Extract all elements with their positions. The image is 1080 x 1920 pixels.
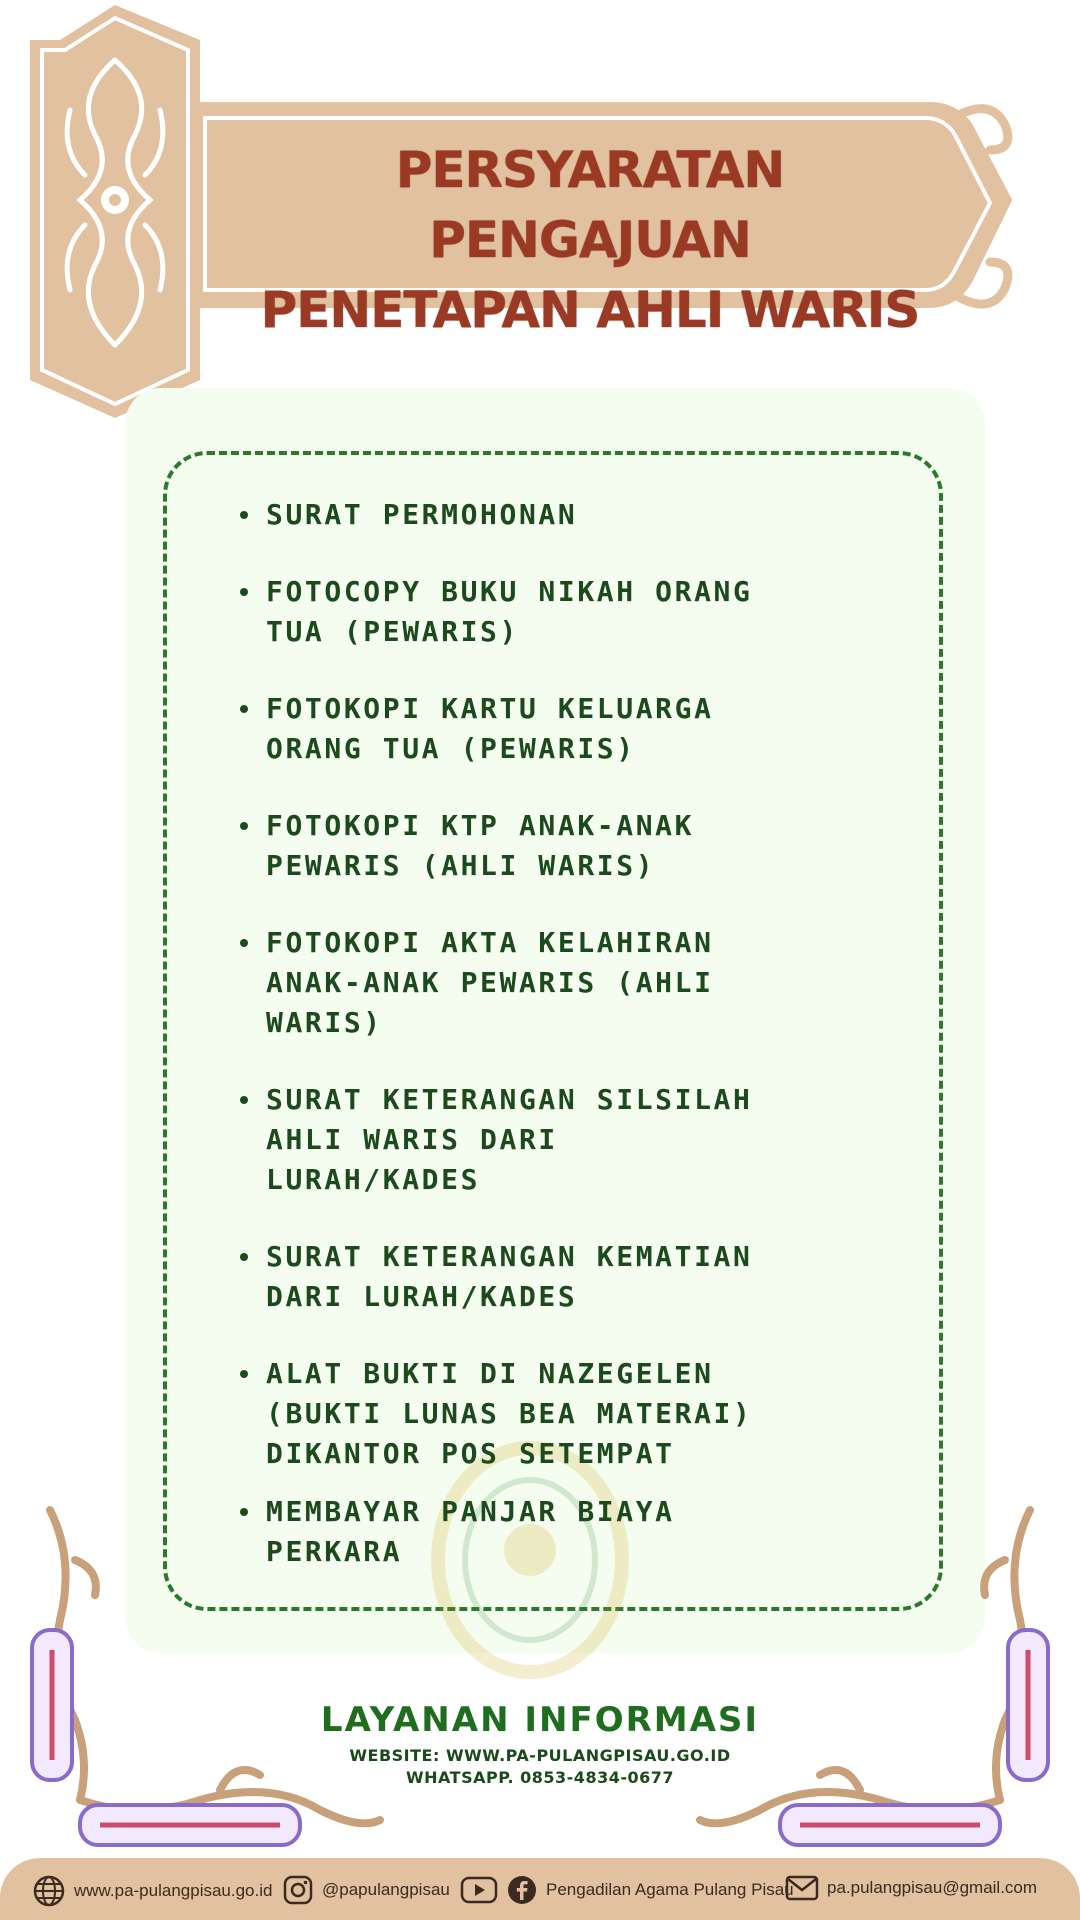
footer-instagram-label: @papulangpisau xyxy=(322,1880,450,1899)
footer-email-label: pa.pulangpisau@gmail.com xyxy=(827,1878,1038,1897)
left-corner-ornament xyxy=(20,1500,400,1860)
footer-channel-label: Pengadilan Agama Pulang Pisau xyxy=(546,1880,794,1899)
page-title xyxy=(230,135,950,345)
footer-channel[interactable] xyxy=(460,1874,794,1906)
youtube-icon xyxy=(460,1875,498,1905)
info-title: LAYANAN INFORMASI xyxy=(320,1700,760,1740)
info-whatsapp: WHATSAPP. 0853-4834-0677 xyxy=(405,1768,675,1787)
list-item: SURAT PERMOHONAN xyxy=(238,495,878,535)
list-item: FOTOKOPI KTP ANAK-ANAK PEWARIS (AHLI WARIS) xyxy=(238,806,878,886)
info-website: WEBSITE: WWW.PA-PULANGPISAU.GO.ID xyxy=(349,1746,731,1765)
footer-website[interactable] xyxy=(32,1874,272,1908)
list-item: FOTOKOPI KARTU KELUARGA ORANG TUA (PEWARIS) xyxy=(238,689,878,769)
list-item: SURAT KETERANGAN SILSILAH AHLI WARIS DARI LURAH/KADES xyxy=(238,1080,878,1200)
title-line-1: PERSYARATAN PENGAJUAN xyxy=(395,141,785,269)
footer-website-label: www.pa-pulangpisau.go.id xyxy=(74,1881,273,1900)
footer-email[interactable] xyxy=(785,1874,1037,1902)
list-item: FOTOCOPY BUKU NIKAH ORANG TUA (PEWARIS) xyxy=(238,572,878,652)
list-item: FOTOKOPI AKTA KELAHIRAN ANAK-ANAK PEWARIS (AHLI WARIS) xyxy=(238,923,878,1043)
footer-bar xyxy=(0,1858,1080,1920)
facebook-icon xyxy=(506,1874,538,1906)
globe-icon xyxy=(32,1874,66,1908)
list-item: ALAT BUKTI DI NAZEGELEN (BUKTI LUNAS BEA MATERAI) DIKANTOR POS SETEMPAT xyxy=(238,1354,878,1474)
header-banner xyxy=(0,0,1080,420)
instagram-icon xyxy=(282,1874,314,1906)
list-item: SURAT KETERANGAN KEMATIAN DARI LURAH/KADES xyxy=(238,1237,878,1317)
list-item: MEMBAYAR PANJAR BIAYA PERKARA xyxy=(238,1492,878,1572)
requirements-list xyxy=(238,495,878,1609)
mail-icon xyxy=(785,1874,819,1902)
right-corner-ornament xyxy=(680,1500,1060,1860)
footer-instagram[interactable] xyxy=(282,1874,450,1906)
title-line-2: PENETAPAN AHLI WARIS xyxy=(260,281,920,339)
